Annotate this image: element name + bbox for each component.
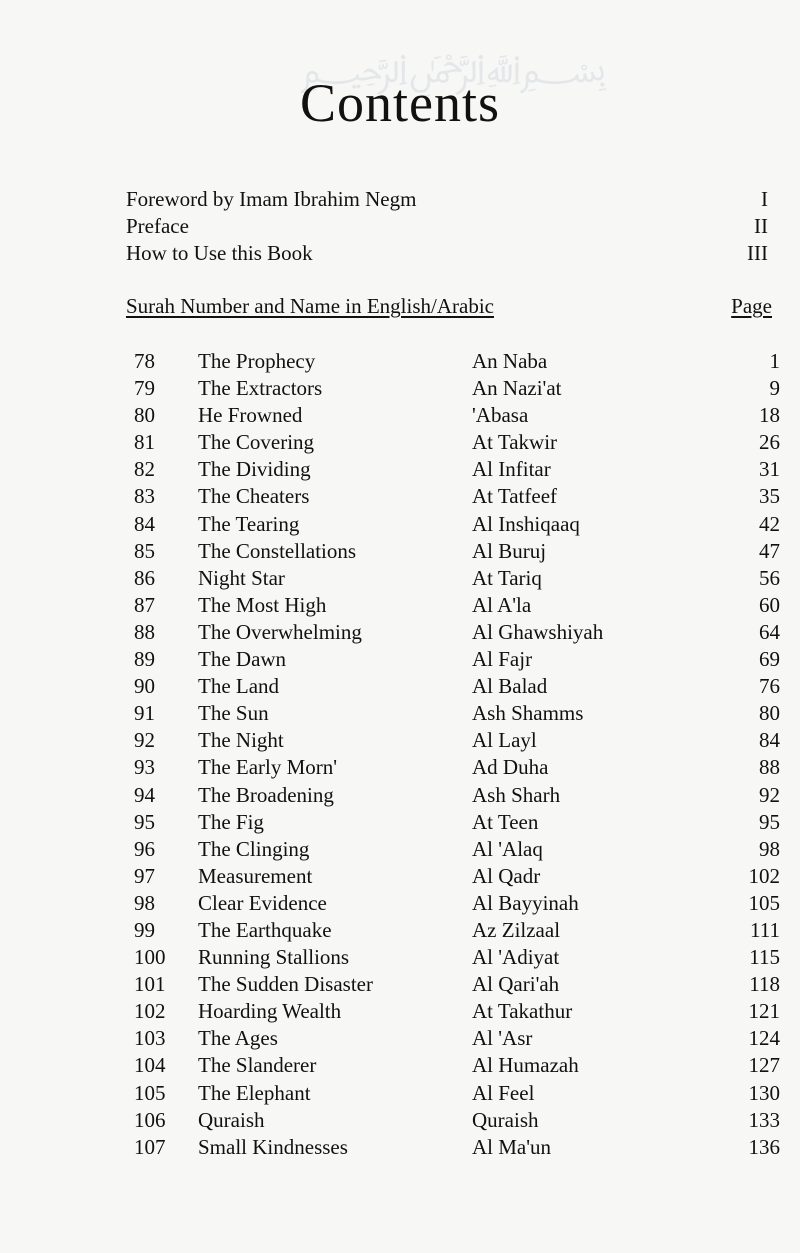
arabic-name: Al A'la [472,592,532,617]
english-name: The Land [198,674,280,699]
english-name: The Night [198,728,284,753]
page-number: 26 [759,430,780,455]
surah-number: 90 [134,674,155,699]
arabic-name: Ash Shamms [472,701,584,726]
surah-number: 81 [134,430,155,455]
page-number: 115 [749,945,780,970]
page-number: 69 [759,647,780,672]
surah-number: 85 [134,538,155,563]
table-row [134,511,780,538]
arabic-name: Al Humazah [472,1053,579,1078]
front-matter-label: How to Use this Book [126,241,313,265]
table-row [134,429,780,456]
surah-number: 87 [134,592,155,617]
page-number: 64 [759,619,780,644]
english-name: The Clinging [198,836,310,861]
page-number: 95 [759,809,780,834]
table-row [134,754,780,781]
page-number: 88 [759,755,780,780]
page-number: 84 [759,728,780,753]
surah-number: 88 [134,619,155,644]
column-header-surah: Surah Number and Name in English/Arabic [126,294,494,318]
arabic-name: Al 'Asr [472,1026,533,1051]
front-matter-row [126,240,768,267]
page-number: 105 [748,890,780,915]
arabic-name: Az Zilzaal [472,917,561,942]
table-row [134,375,780,402]
surah-number: 80 [134,403,155,428]
surah-number: 86 [134,565,155,590]
english-name: The Constellations [198,538,357,563]
arabic-name: Ash Sharh [472,782,561,807]
english-name: Hoarding Wealth [198,999,342,1024]
page-number: 18 [759,403,780,428]
table-row [134,538,780,565]
arabic-name: An Naba [472,349,548,373]
front-matter-page: II [754,214,768,238]
english-name: The Slanderer [198,1053,317,1078]
front-matter-page: III [747,241,768,265]
surah-number: 93 [134,755,155,780]
surah-number: 100 [134,945,166,970]
column-header-page: Page [731,294,772,318]
table-header [126,293,772,320]
table-row [134,673,780,700]
table-row [134,1052,780,1079]
english-name: The Early Morn' [198,755,338,780]
english-name: Small Kindnesses [198,1134,348,1159]
arabic-name: At Tariq [472,565,542,590]
page-number: 111 [750,917,780,942]
page-number: 60 [759,592,780,617]
front-matter-row [126,213,768,240]
arabic-name: Al 'Alaq [472,836,543,861]
arabic-name: Al Qadr [472,863,541,888]
page-number: 31 [759,457,780,482]
table-row [134,646,780,673]
table-row [134,1025,780,1052]
front-matter-label: Preface [126,214,189,238]
arabic-name: Al Qari'ah [472,972,560,997]
page-number: 56 [759,565,780,590]
arabic-name: Ad Duha [472,755,549,780]
table-row [134,402,780,429]
surah-number: 94 [134,782,155,807]
table-row [134,727,780,754]
english-name: The Sun [198,701,269,726]
arabic-name: Al Balad [472,674,548,699]
arabic-name: Al Layl [472,728,537,753]
table-row [134,348,780,375]
page-number: 80 [759,701,780,726]
page-number: 42 [759,511,780,536]
table-row [134,971,780,998]
page-number: 121 [748,999,780,1024]
surah-number: 102 [134,999,166,1024]
page-number: 130 [748,1080,780,1105]
table-row [134,836,780,863]
surah-number: 83 [134,484,155,509]
arabic-name: Quraish [472,1107,539,1132]
english-name: The Tearing [198,511,300,536]
contents-table [134,348,780,1161]
english-name: The Elephant [198,1080,311,1105]
arabic-name: At Takwir [472,430,558,455]
surah-number: 104 [134,1053,166,1078]
english-name: Measurement [198,863,313,888]
arabic-name: Al Infitar [472,457,551,482]
table-row [134,998,780,1025]
surah-number: 97 [134,863,155,888]
arabic-name: 'Abasa [472,403,529,428]
page-title: Contents [299,73,500,133]
english-name: Quraish [198,1107,265,1132]
table-row [134,890,780,917]
surah-number: 78 [134,349,155,373]
table-row [134,592,780,619]
page-number: 47 [759,538,780,563]
table-row [134,1134,780,1161]
english-name: Night Star [198,565,285,590]
surah-number: 89 [134,647,155,672]
english-name: The Most High [198,592,327,617]
page-number: 118 [749,972,780,997]
english-name: The Overwhelming [198,619,362,644]
english-name: The Cheaters [198,484,310,509]
front-matter-label: Foreword by Imam Ibrahim Negm [126,187,417,211]
page-number: 98 [759,836,780,861]
arabic-name: Al Inshiqaaq [472,511,580,536]
table-row [134,863,780,890]
page-number: 124 [748,1026,780,1051]
english-name: The Dividing [198,457,311,482]
table-row [134,1080,780,1107]
page-number: 127 [748,1053,780,1078]
arabic-name: Al 'Adiyat [472,945,560,970]
page-number: 133 [748,1107,780,1132]
surah-number: 96 [134,836,155,861]
front-matter-list [126,186,768,267]
surah-number: 106 [134,1107,166,1132]
arabic-name: An Nazi'at [472,376,562,401]
table-row [134,700,780,727]
arabic-name: Al Bayyinah [472,890,579,915]
arabic-name: Al Fajr [472,647,533,672]
calligraphy-watermark: ﷽ [300,46,608,91]
english-name: The Broadening [198,782,334,807]
english-name: The Ages [198,1026,278,1051]
arabic-name: Al Ma'un [472,1134,552,1159]
table-row [134,1107,780,1134]
surah-number: 82 [134,457,155,482]
arabic-name: At Tatfeef [472,484,558,509]
english-name: The Covering [198,430,315,455]
arabic-name: At Teen [472,809,539,834]
page-number: 35 [759,484,780,509]
table-row [134,809,780,836]
front-matter-page: I [761,187,768,211]
page-number: 1 [769,349,780,373]
english-name: The Dawn [198,647,287,672]
english-name: The Extractors [198,376,323,401]
surah-number: 105 [134,1080,166,1105]
arabic-name: Al Feel [472,1080,535,1105]
english-name: The Fig [198,809,264,834]
english-name: The Sudden Disaster [198,972,373,997]
surah-number: 103 [134,1026,166,1051]
english-name: The Prophecy [198,349,316,373]
page-number: 102 [748,863,780,888]
arabic-name: Al Buruj [472,538,547,563]
page-number: 9 [769,376,780,401]
surah-number: 107 [134,1134,166,1159]
english-name: The Earthquake [198,917,332,942]
surah-number: 91 [134,701,155,726]
english-name: Clear Evidence [198,890,327,915]
page-number: 92 [759,782,780,807]
arabic-name: At Takathur [472,999,573,1024]
surah-number: 84 [134,511,155,536]
table-row [134,483,780,510]
page-number: 136 [748,1134,780,1159]
table-row [134,917,780,944]
english-name: Running Stallions [198,945,350,970]
surah-number: 95 [134,809,155,834]
surah-number: 99 [134,917,155,942]
front-matter-row [126,186,768,213]
page-number: 76 [759,674,780,699]
surah-number: 92 [134,728,155,753]
english-name: He Frowned [198,403,303,428]
table-row [134,456,780,483]
table-row [134,944,780,971]
surah-number: 98 [134,890,155,915]
table-row [134,619,780,646]
table-row [134,782,780,809]
arabic-name: Al Ghawshiyah [472,619,604,644]
surah-number: 79 [134,376,155,401]
table-row [134,565,780,592]
surah-number: 101 [134,972,166,997]
